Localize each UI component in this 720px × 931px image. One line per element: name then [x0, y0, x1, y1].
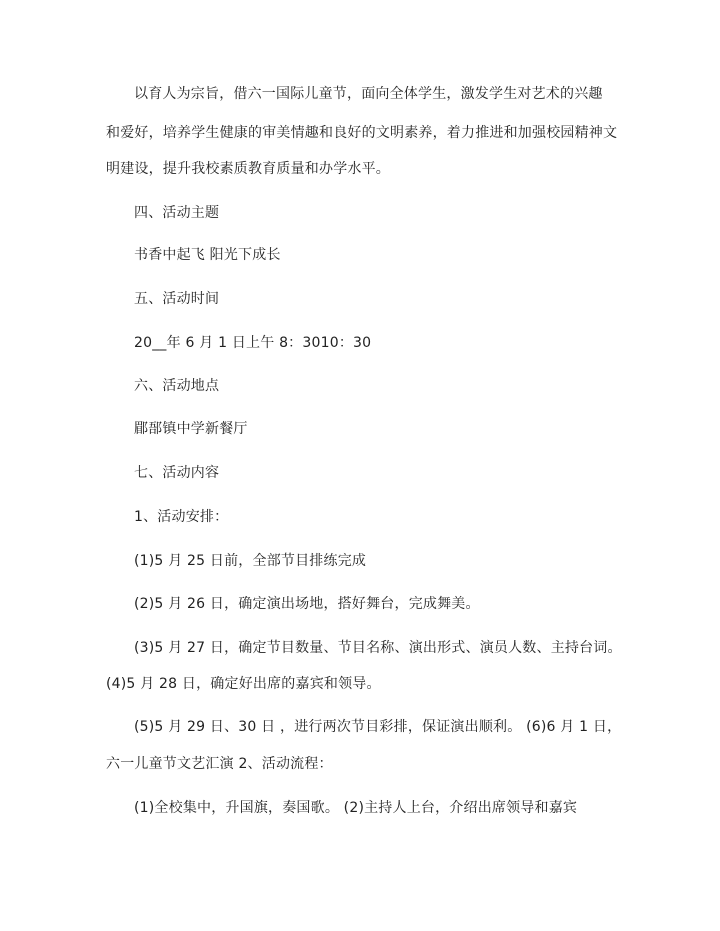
process-item-1-2: (1)全校集中，升国旗，奏国歌。 (2)主持人上台，介绍出席领导和嘉宾: [134, 800, 578, 816]
section-heading-location: 六、活动地点: [134, 378, 220, 394]
section-heading-theme: 四、活动主题: [134, 205, 220, 221]
schedule-item-6-cont: 六一儿童节文艺汇演 2、活动流程：: [106, 756, 333, 772]
schedule-item-4: (4)5 月 28 日，确定好出席的嘉宾和领导。: [106, 676, 381, 692]
section-heading-time: 五、活动时间: [134, 291, 220, 307]
schedule-item-2: (2)5 月 26 日，确定演出场地，搭好舞台，完成舞美。: [134, 596, 480, 612]
paragraph-line-2: 和爱好，培养学生健康的审美情趣和良好的文明素养，着力推进和加强校园精神文: [106, 125, 618, 141]
schedule-item-3: (3)5 月 27 日，确定节目数量、节目名称、演出形式、演员人数、主持台词。: [134, 640, 622, 656]
subsection-schedule: 1、活动安排：: [134, 509, 229, 525]
paragraph-line-3: 明建设，提升我校素质教育质量和办学水平。: [106, 161, 390, 177]
location-text: 郿郚镇中学新餐厅: [134, 421, 248, 437]
paragraph-line-1: 以育人为宗旨，借六一国际儿童节，面向全体学生，激发学生对艺术的兴趣: [134, 86, 603, 102]
section-heading-content: 七、活动内容: [134, 465, 220, 481]
time-text: 20__年 6 月 1 日上午 8：3010：30: [134, 335, 372, 351]
schedule-item-5-6: (5)5 月 29 日、30 日 ，进行两次节目彩排，保证演出顺利。 (6)6 月 1 日，: [134, 719, 622, 735]
schedule-item-1: (1)5 月 25 日前，全部节目排练完成: [134, 553, 367, 569]
theme-text: 书香中起飞 阳光下成长: [134, 247, 281, 263]
